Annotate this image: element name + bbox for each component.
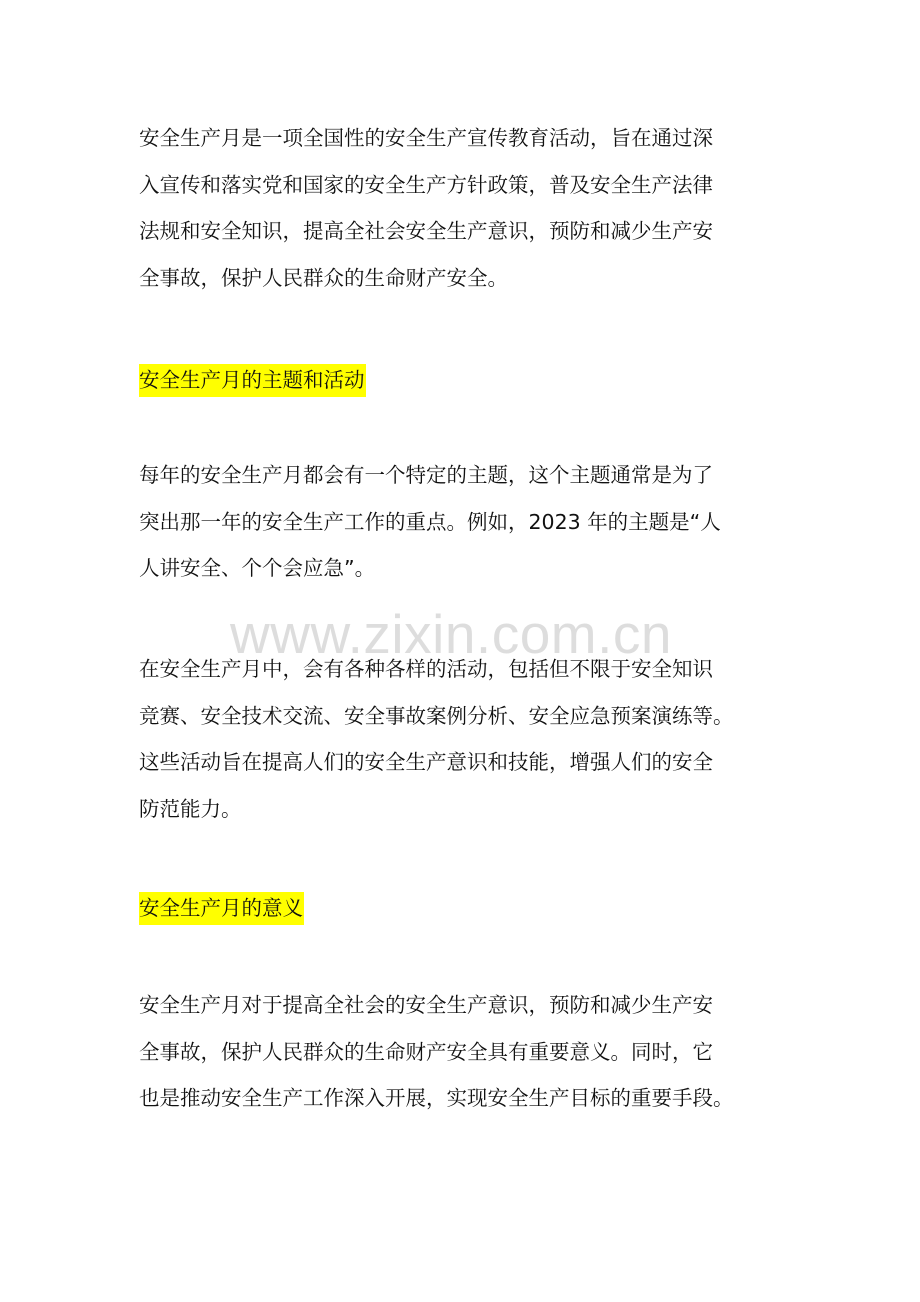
text-line: 入宣传和落实党和国家的安全生产方针政策，普及安全生产法律 <box>139 172 713 197</box>
paragraph-significance <box>139 988 799 1128</box>
text-line: 竞赛、安全技术交流、安全事故案例分析、安全应急预案演练等。 <box>139 703 734 728</box>
text-line: 突出那一年的安全生产工作的重点。例如，2023 年的主题是“人 <box>139 509 721 534</box>
heading-text: 安全生产月的主题和活动 <box>139 364 366 397</box>
paragraph-theme <box>139 458 799 598</box>
heading-text: 安全生产月的意义 <box>139 892 304 925</box>
watermark-text: www.zixin.com.cn <box>230 603 672 665</box>
text-line: 人讲安全、个个会应急”。 <box>139 556 376 581</box>
section-heading-theme <box>139 364 366 397</box>
text-line: 每年的安全生产月都会有一个特定的主题，这个主题通常是为了 <box>139 463 713 487</box>
text-line: 也是推动安全生产工作深入开展，实现安全生产目标的重要手段。 <box>139 1086 734 1111</box>
text-line: 全事故，保护人民群众的生命财产安全具有重要意义。同时，它 <box>139 1039 713 1064</box>
text-line: 安全生产月是一项全国性的安全生产宣传教育活动，旨在通过深 <box>139 126 713 150</box>
text-line: 这些活动旨在提高人们的安全生产意识和技能，增强人们的安全 <box>139 750 713 775</box>
text-line: 安全生产月对于提高全社会的安全生产意识，预防和减少生产安 <box>139 993 713 1017</box>
text-line: 防范能力。 <box>139 796 242 821</box>
text-line: 法规和安全知识，提高全社会安全生产意识，预防和减少生产安 <box>139 219 713 244</box>
section-heading-significance <box>139 892 304 925</box>
text-line: 在安全生产月中，会有各种各样的活动，包括但不限于安全知识 <box>139 657 713 681</box>
paragraph-intro <box>139 121 799 308</box>
text-line: 全事故，保护人民群众的生命财产安全。 <box>139 265 508 290</box>
paragraph-activities <box>139 652 799 839</box>
